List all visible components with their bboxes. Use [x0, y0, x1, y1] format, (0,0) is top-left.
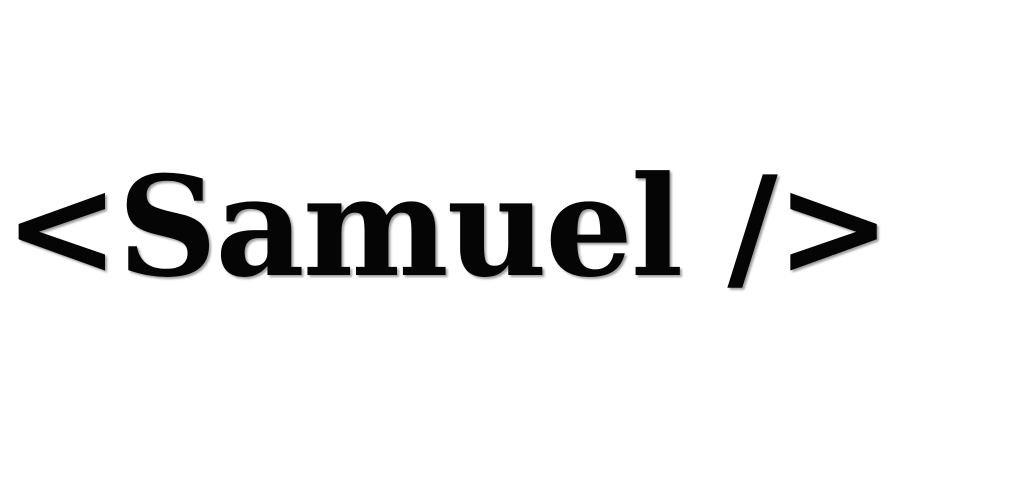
logo-text: <Samuel />: [4, 145, 890, 308]
